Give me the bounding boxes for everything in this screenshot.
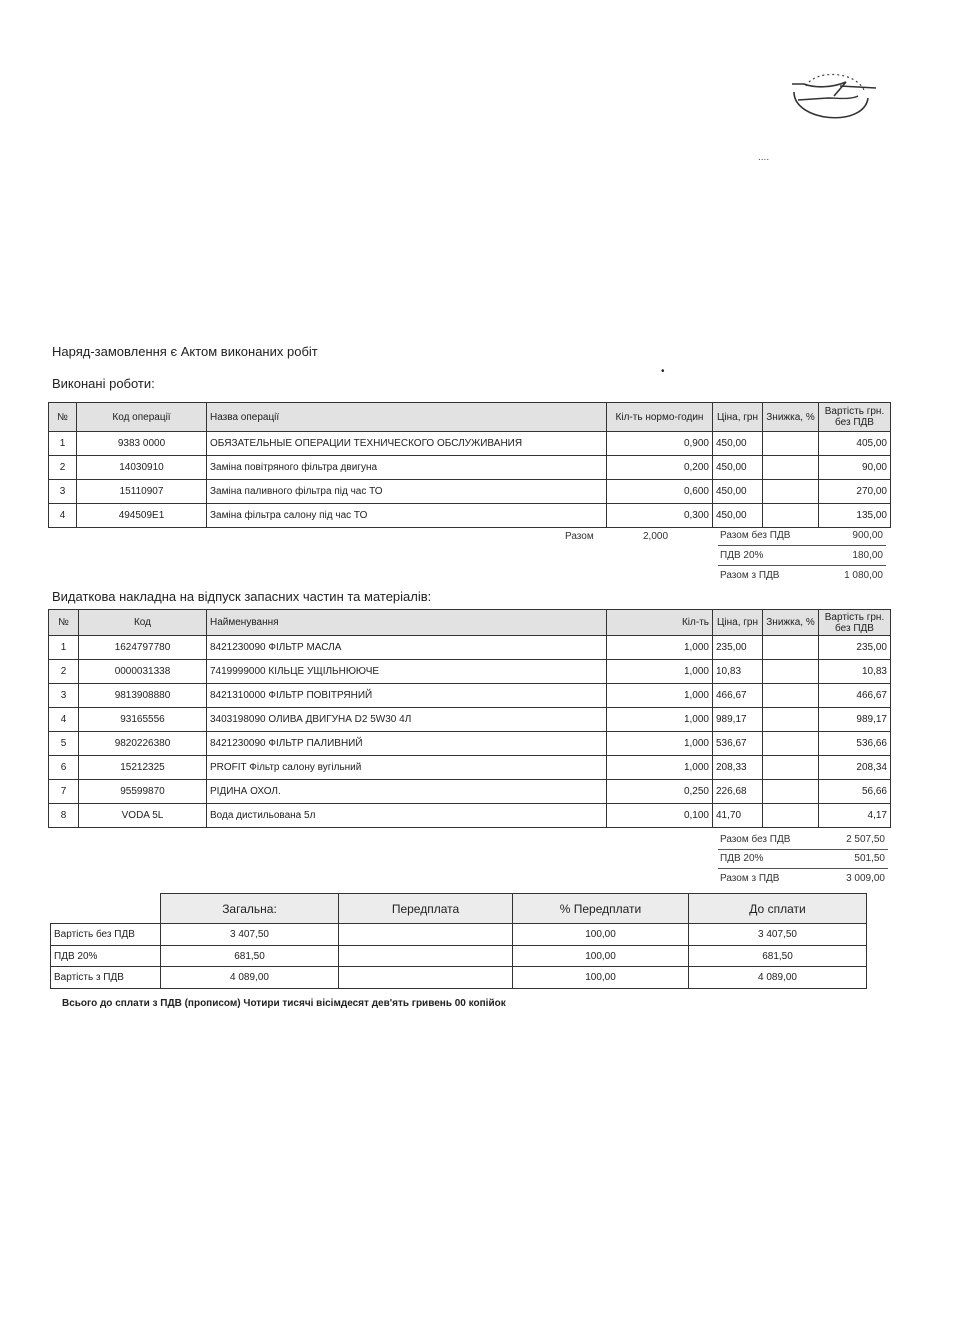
cell-qty: 1,000 — [607, 708, 713, 732]
totals-row — [51, 967, 867, 989]
table-row — [49, 504, 891, 528]
cell-price: 208,33 — [713, 756, 763, 780]
col-amount: Вартість грн. без ПДВ — [819, 610, 891, 636]
table-row — [49, 804, 891, 828]
works-sum-value-2: 1 080,00 — [844, 570, 883, 581]
cell-code: VODA 5L — [79, 804, 207, 828]
cell-discount — [763, 780, 819, 804]
sum-divider — [718, 868, 888, 869]
cell-code: 9383 0000 — [77, 432, 207, 456]
works-sum-label-2: Разом з ПДВ — [720, 570, 780, 581]
totals-row-label: Вартість без ПДВ — [51, 924, 161, 946]
col-number: № — [49, 403, 77, 432]
table-row — [49, 660, 891, 684]
cell-price: 466,67 — [713, 684, 763, 708]
cell-price: 989,17 — [713, 708, 763, 732]
document-title: Наряд-замовлення є Актом виконаних робіт — [52, 344, 318, 359]
totals-total: 4 089,00 — [161, 967, 339, 989]
cell-amount: 235,00 — [819, 636, 891, 660]
works-sum-label-1: ПДВ 20% — [720, 550, 764, 561]
cell-number: 5 — [49, 732, 79, 756]
sum-divider — [718, 545, 886, 546]
table-row — [49, 684, 891, 708]
cell-amount: 208,34 — [819, 756, 891, 780]
col-discount: Знижка, % — [763, 403, 819, 432]
cell-discount — [763, 660, 819, 684]
cell-price: 41,70 — [713, 804, 763, 828]
cell-name: Заміна паливного фільтра під час ТО — [207, 480, 607, 504]
col-discount: Знижка, % — [763, 610, 819, 636]
cell-price: 235,00 — [713, 636, 763, 660]
totals-prepay — [339, 946, 513, 967]
cell-name: Вода дистильована 5л — [207, 804, 607, 828]
cell-amount: 10,83 — [819, 660, 891, 684]
cell-code: 93165556 — [79, 708, 207, 732]
parts-header-row — [49, 610, 891, 636]
col-total: Загальна: — [161, 894, 339, 924]
cell-amount: 56,66 — [819, 780, 891, 804]
cell-price: 226,68 — [713, 780, 763, 804]
parts-sum-value-2: 3 009,00 — [846, 873, 885, 884]
totals-row — [51, 946, 867, 967]
totals-due: 4 089,00 — [689, 967, 867, 989]
col-qty: Кіл-ть — [607, 610, 713, 636]
table-row — [49, 756, 891, 780]
cell-price: 536,67 — [713, 732, 763, 756]
parts-table — [48, 609, 891, 828]
cell-qty: 1,000 — [607, 660, 713, 684]
totals-pct: 100,00 — [513, 924, 689, 946]
col-price: Ціна, грн — [713, 403, 763, 432]
cell-qty: 0,100 — [607, 804, 713, 828]
works-sum-value-1: 180,00 — [852, 550, 883, 561]
parts-sum-label-1: ПДВ 20% — [720, 853, 764, 864]
totals-corner — [51, 894, 161, 924]
cell-number: 6 — [49, 756, 79, 780]
cell-name: 7419999000 КІЛЬЦЕ УЩІЛЬНЮЮЧЕ — [207, 660, 607, 684]
cell-number: 8 — [49, 804, 79, 828]
cell-amount: 90,00 — [819, 456, 891, 480]
totals-pct: 100,00 — [513, 946, 689, 967]
cell-code: 9813908880 — [79, 684, 207, 708]
sum-divider — [718, 565, 886, 566]
col-price: Ціна, грн — [713, 610, 763, 636]
cell-number: 4 — [49, 708, 79, 732]
cell-number: 3 — [49, 684, 79, 708]
works-table — [48, 402, 891, 528]
parts-heading: Видаткова накладна на відпуск запасних частин та матеріалів: — [52, 589, 432, 604]
cell-discount — [763, 432, 819, 456]
cell-name: Заміна фільтра салону під час ТО — [207, 504, 607, 528]
cell-discount — [763, 708, 819, 732]
works-total-label: Разом — [565, 531, 594, 542]
cell-price: 450,00 — [713, 504, 763, 528]
table-row — [49, 708, 891, 732]
cell-qty: 1,000 — [607, 684, 713, 708]
cell-name: 8421230090 ФІЛЬТР МАСЛА — [207, 636, 607, 660]
cell-name: РІДИНА ОХОЛ. — [207, 780, 607, 804]
col-amount: Вартість грн. без ПДВ — [819, 403, 891, 432]
col-prepay: Передплата — [339, 894, 513, 924]
cell-price: 450,00 — [713, 432, 763, 456]
brand-logo-icon — [784, 62, 880, 128]
cell-qty: 0,600 — [607, 480, 713, 504]
cell-number: 7 — [49, 780, 79, 804]
totals-header-row — [51, 894, 867, 924]
cell-price: 450,00 — [713, 480, 763, 504]
cell-qty: 0,900 — [607, 432, 713, 456]
totals-row-label: ПДВ 20% — [51, 946, 161, 967]
cell-code: 494509E1 — [77, 504, 207, 528]
cell-name: 8421310000 ФІЛЬТР ПОВІТРЯНИЙ — [207, 684, 607, 708]
col-op-name: Назва операції — [207, 403, 607, 432]
cell-discount — [763, 756, 819, 780]
cell-number: 2 — [49, 456, 77, 480]
stray-mark: • — [661, 366, 665, 377]
cell-code: 95599870 — [79, 780, 207, 804]
cell-name: PROFIT Фільтр салону вугільний — [207, 756, 607, 780]
cell-amount: 135,00 — [819, 504, 891, 528]
cell-amount: 536,66 — [819, 732, 891, 756]
totals-total: 3 407,50 — [161, 924, 339, 946]
col-part-name: Найменування — [207, 610, 607, 636]
parts-sum-value-0: 2 507,50 — [846, 834, 885, 845]
sum-divider — [718, 849, 888, 850]
totals-due: 3 407,50 — [689, 924, 867, 946]
cell-discount — [763, 456, 819, 480]
cell-amount: 4,17 — [819, 804, 891, 828]
cell-name: 8421230090 ФІЛЬТР ПАЛИВНИЙ — [207, 732, 607, 756]
amount-in-words: Всього до сплати з ПДВ (прописом) Чотири тисячі вісімдесят дев'ять гривень 00 копійок — [62, 998, 506, 1009]
cell-amount: 989,17 — [819, 708, 891, 732]
cell-qty: 0,250 — [607, 780, 713, 804]
cell-qty: 1,000 — [607, 636, 713, 660]
cell-qty: 1,000 — [607, 732, 713, 756]
col-part-code: Код — [79, 610, 207, 636]
totals-row — [51, 924, 867, 946]
col-number: № — [49, 610, 79, 636]
cell-discount — [763, 504, 819, 528]
cell-qty: 0,300 — [607, 504, 713, 528]
totals-pct: 100,00 — [513, 967, 689, 989]
cell-discount — [763, 480, 819, 504]
cell-amount: 270,00 — [819, 480, 891, 504]
cell-code: 15110907 — [77, 480, 207, 504]
totals-due: 681,50 — [689, 946, 867, 967]
cell-number: 2 — [49, 660, 79, 684]
dots-mark: .... — [758, 152, 770, 163]
cell-amount: 405,00 — [819, 432, 891, 456]
parts-sum-value-1: 501,50 — [854, 853, 885, 864]
parts-sum-label-2: Разом з ПДВ — [720, 873, 780, 884]
table-row — [49, 480, 891, 504]
works-total-qty: 2,000 — [643, 531, 669, 542]
works-header-row — [49, 403, 891, 432]
cell-number: 4 — [49, 504, 77, 528]
cell-code: 15212325 — [79, 756, 207, 780]
cell-qty: 0,200 — [607, 456, 713, 480]
table-row — [49, 732, 891, 756]
cell-price: 10,83 — [713, 660, 763, 684]
cell-name: 3403198090 ОЛИВА ДВИГУНА D2 5W30 4Л — [207, 708, 607, 732]
table-row — [49, 432, 891, 456]
cell-discount — [763, 804, 819, 828]
cell-qty: 1,000 — [607, 756, 713, 780]
cell-price: 450,00 — [713, 456, 763, 480]
cell-code: 9820226380 — [79, 732, 207, 756]
table-row — [49, 636, 891, 660]
parts-sum-label-0: Разом без ПДВ — [720, 834, 791, 845]
totals-total: 681,50 — [161, 946, 339, 967]
table-row — [49, 456, 891, 480]
col-due: До сплати — [689, 894, 867, 924]
cell-discount — [763, 684, 819, 708]
cell-code: 0000031338 — [79, 660, 207, 684]
works-sum-label-0: Разом без ПДВ — [720, 530, 791, 541]
cell-code: 1624797780 — [79, 636, 207, 660]
col-hours: Кіл-ть нормо-годин — [607, 403, 713, 432]
col-op-code: Код операції — [77, 403, 207, 432]
cell-amount: 466,67 — [819, 684, 891, 708]
cell-discount — [763, 636, 819, 660]
totals-prepay — [339, 967, 513, 989]
cell-number: 3 — [49, 480, 77, 504]
table-row — [49, 780, 891, 804]
col-prepay-pct: % Передплати — [513, 894, 689, 924]
totals-row-label: Вартість з ПДВ — [51, 967, 161, 989]
cell-name: ОБЯЗАТЕЛЬНЫЕ ОПЕРАЦИИ ТЕХНИЧЕСКОГО ОБСЛУЖИВАНИЯ — [207, 432, 607, 456]
totals-prepay — [339, 924, 513, 946]
cell-code: 14030910 — [77, 456, 207, 480]
cell-number: 1 — [49, 636, 79, 660]
works-heading: Виконані роботи: — [52, 376, 155, 391]
cell-discount — [763, 732, 819, 756]
works-sum-value-0: 900,00 — [852, 530, 883, 541]
totals-table — [50, 893, 867, 989]
cell-name: Заміна повітряного фільтра двигуна — [207, 456, 607, 480]
cell-number: 1 — [49, 432, 77, 456]
